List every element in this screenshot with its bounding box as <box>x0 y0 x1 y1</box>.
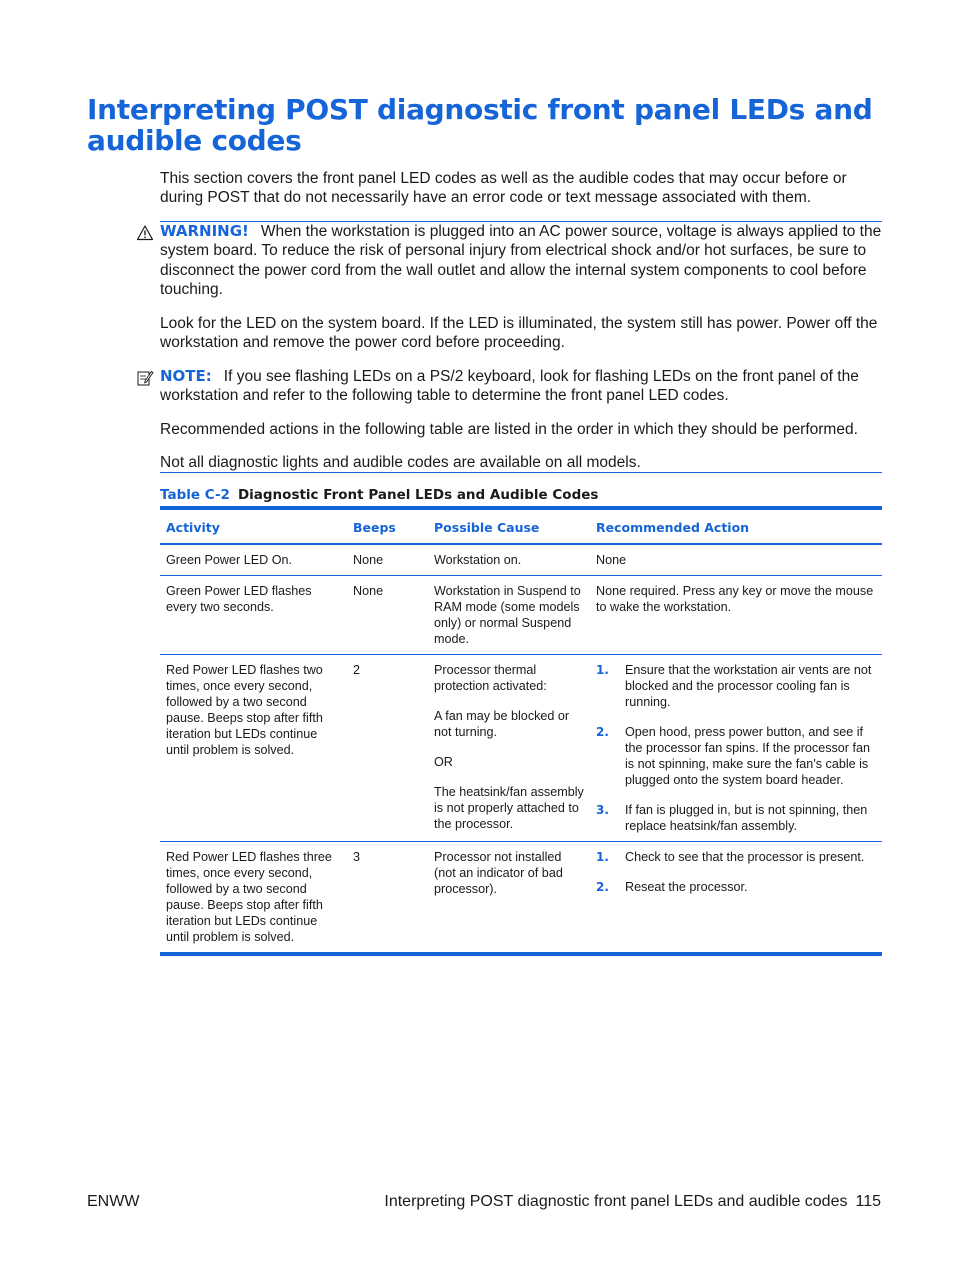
action-step <box>596 802 876 834</box>
step-text: Reseat the processor. <box>625 880 748 894</box>
action-steps-list <box>596 849 876 895</box>
cause-text: OR <box>434 755 453 769</box>
activity-cell: Green Power LED On. <box>160 544 347 576</box>
table-row <box>160 842 882 955</box>
footer-right <box>384 1192 881 1212</box>
note-text-block <box>160 367 882 406</box>
step-number: 1. <box>596 850 609 864</box>
note-pencil-icon <box>136 369 154 387</box>
cause-text: Processor thermal protection activated: <box>434 663 547 693</box>
table-caption-title: Diagnostic Front Panel LEDs and Audible Codes <box>237 487 599 503</box>
page-title: Interpreting POST diagnostic front panel LEDs and audible codes <box>87 93 873 157</box>
activity-cell: Green Power LED flashes every two seconds. <box>160 576 347 655</box>
cause-cell <box>428 576 590 655</box>
intro-paragraph: This section covers the front panel LED codes as well as the audible codes that may occur before or during POST that do not necessarily have an error code or text message associated with them. <box>160 170 847 207</box>
note-label: NOTE: <box>160 367 212 385</box>
recommended-paragraph: Recommended actions in the following table are listed in the order in which they should be performed. <box>160 421 858 438</box>
note-text: If you see flashing LEDs on a PS/2 keyboard, look for flashing LEDs on the front panel of the workstation and refer to the following table to determine the front panel LED codes. <box>160 368 859 405</box>
header-recommended-action: Recommended Action <box>590 508 882 544</box>
cause-text: Processor not installed (not an indicator of bad processor). <box>434 850 563 896</box>
cause-text: A fan may be blocked or not turning. <box>434 709 570 739</box>
cause-text: The heatsink/fan assembly is not properly attached to the processor. <box>434 785 584 831</box>
table-header-row <box>160 508 882 544</box>
cause-text: Workstation on. <box>434 553 522 567</box>
step-number: 1. <box>596 663 609 677</box>
header-beeps: Beeps <box>347 508 428 544</box>
warning-label: WARNING! <box>160 222 249 240</box>
warning-triangle-icon <box>136 224 154 242</box>
step-text: If fan is plugged in, but is not spinning, then replace heatsink/fan assembly. <box>625 803 868 833</box>
availability-rule <box>160 472 882 473</box>
cause-cell <box>428 655 590 842</box>
availability-paragraph: Not all diagnostic lights and audible codes are available on all models. <box>160 454 641 471</box>
beeps-cell: None <box>347 576 428 655</box>
cause-cell <box>428 842 590 955</box>
cause-cell <box>428 544 590 576</box>
led-paragraph: Look for the LED on the system board. If the LED is illuminated, the system still has power. Power off the workstation and remove the power cord before proceeding. <box>160 315 878 352</box>
action-cell: None required. Press any key or move the mouse to wake the workstation. <box>590 576 882 655</box>
table-row <box>160 576 882 655</box>
warning-callout <box>136 222 882 299</box>
table-caption-id: Table C-2 <box>160 487 230 503</box>
action-step <box>596 879 876 895</box>
step-number: 3. <box>596 803 609 817</box>
action-cell <box>590 842 882 955</box>
action-step <box>596 724 876 788</box>
warning-text: When the workstation is plugged into an AC power source, voltage is always applied to the system board. To reduce the risk of personal injury from electrical shock and/or hot surfaces, be sure to disconnect the power cord from the wall outlet and allow the internal system components to cool before touching. <box>160 223 882 298</box>
activity-cell: Red Power LED flashes three times, once every second, followed by a two second pause. Beeps stop after fifth iteration but LEDs continue until problem is solved. <box>160 842 347 955</box>
footer-left: ENWW <box>87 1193 140 1210</box>
footer-section-title: Interpreting POST diagnostic front panel LEDs and audible codes <box>384 1193 848 1210</box>
action-step <box>596 849 876 865</box>
note-callout <box>136 367 882 406</box>
action-steps-list <box>596 662 876 834</box>
action-cell <box>590 655 882 842</box>
table-row <box>160 655 882 842</box>
step-number: 2. <box>596 725 609 739</box>
step-text: Check to see that the processor is present. <box>625 850 865 864</box>
cause-text: Workstation in Suspend to RAM mode (some models only) or normal Suspend mode. <box>434 584 581 646</box>
table-caption <box>160 487 598 503</box>
warning-text-block <box>160 222 882 299</box>
beeps-cell: None <box>347 544 428 576</box>
step-text: Open hood, press power button, and see if the processor fan spins. If the processor fan is not spinning, make sure the fan's cable is plugged onto the system board header. <box>625 725 871 787</box>
header-possible-cause: Possible Cause <box>428 508 590 544</box>
table-row <box>160 544 882 576</box>
page-number: 115 <box>855 1193 881 1210</box>
action-step <box>596 662 876 710</box>
step-number: 2. <box>596 880 609 894</box>
action-cell: None <box>590 544 882 576</box>
header-activity: Activity <box>160 508 347 544</box>
diagnostic-table <box>160 506 882 956</box>
beeps-cell: 2 <box>347 655 428 842</box>
step-text: Ensure that the workstation air vents are not blocked and the processor cooling fan is running. <box>625 663 872 709</box>
activity-cell: Red Power LED flashes two times, once every second, followed by a two second pause. Beeps stop after fifth iteration but LEDs continue until problem is solved. <box>160 655 347 842</box>
beeps-cell: 3 <box>347 842 428 955</box>
